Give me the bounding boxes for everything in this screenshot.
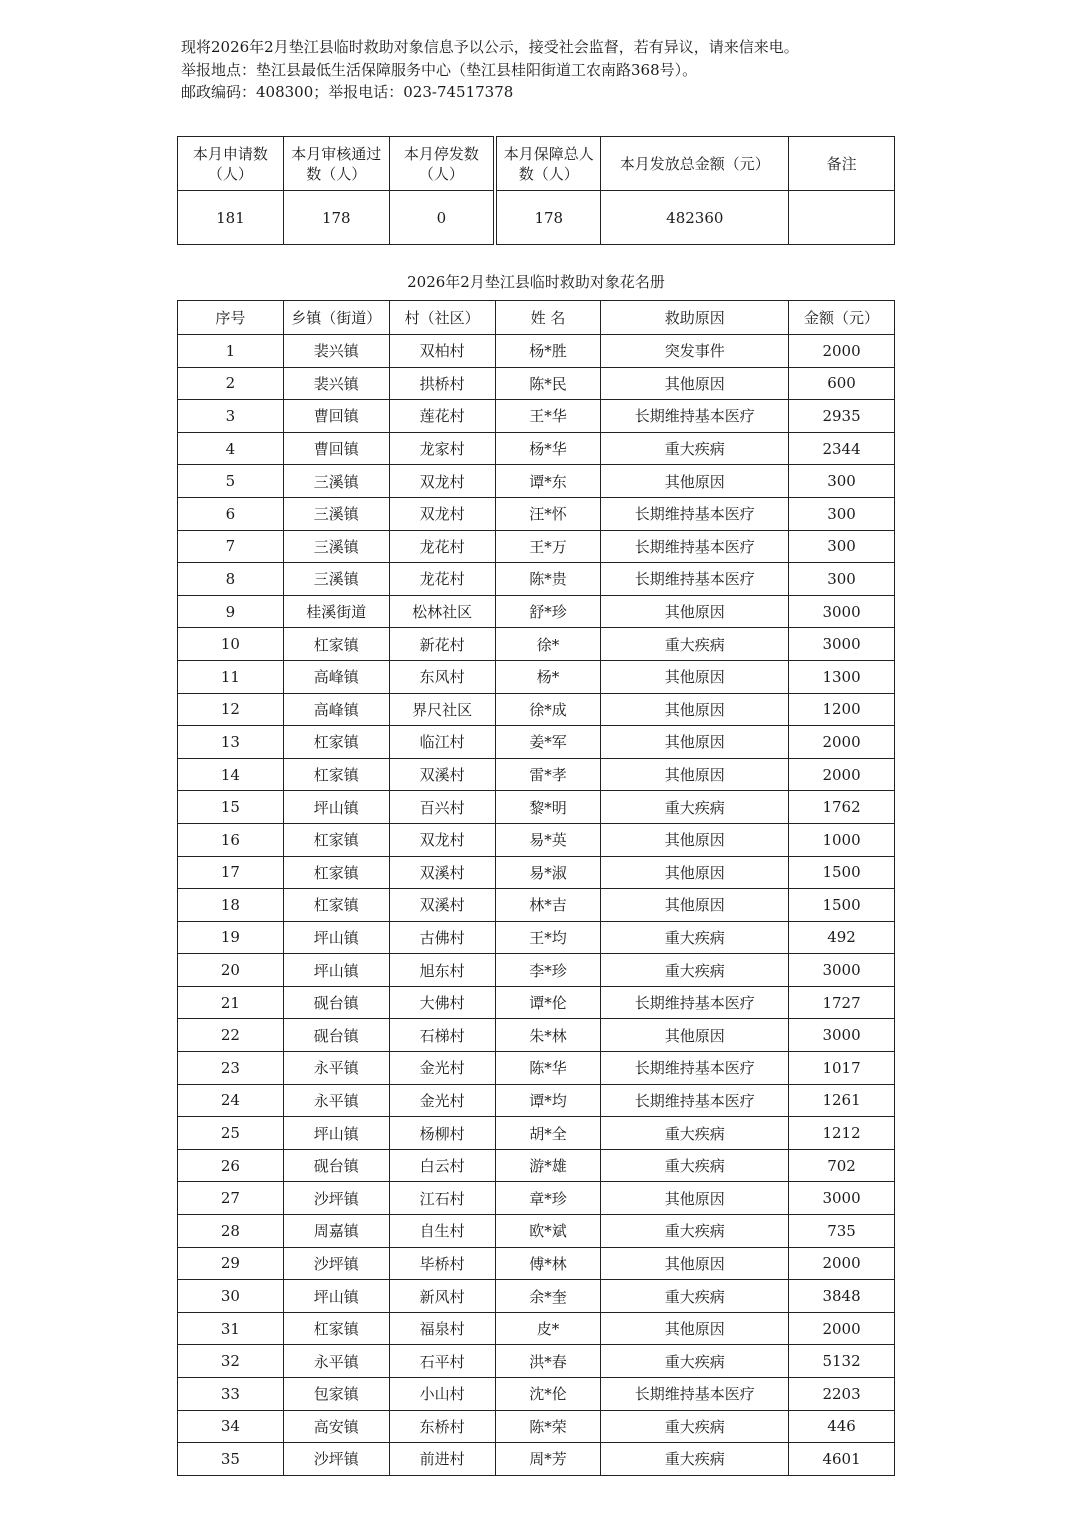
roster-header-cell: 救助原因 bbox=[601, 301, 789, 335]
table-cell: 446 bbox=[789, 1410, 895, 1443]
table-cell: 三溪镇 bbox=[283, 563, 389, 596]
table-cell: 其他原因 bbox=[601, 660, 789, 693]
table-cell: 1727 bbox=[789, 986, 895, 1019]
table-cell: 702 bbox=[789, 1149, 895, 1182]
table-cell: 2000 bbox=[789, 335, 895, 368]
table-cell: 长期维持基本医疗 bbox=[601, 400, 789, 433]
table-cell: 31 bbox=[178, 1312, 284, 1345]
table-cell: 重大疾病 bbox=[601, 954, 789, 987]
table-cell: 坪山镇 bbox=[283, 1280, 389, 1313]
table-cell: 长期维持基本医疗 bbox=[601, 563, 789, 596]
table-cell: 其他原因 bbox=[601, 758, 789, 791]
table-cell: 三溪镇 bbox=[283, 497, 389, 530]
table-cell: 永平镇 bbox=[283, 1052, 389, 1085]
table-row bbox=[178, 856, 895, 889]
table-cell: 石梯村 bbox=[389, 1019, 495, 1052]
table-cell: 沙坪镇 bbox=[283, 1443, 389, 1476]
table-cell: 6 bbox=[178, 497, 284, 530]
table-cell: 27 bbox=[178, 1182, 284, 1215]
summary-header-cell: 本月保障总人数（人） bbox=[495, 137, 601, 191]
table-cell: 3 bbox=[178, 400, 284, 433]
table-row bbox=[178, 367, 895, 400]
table-cell: 19 bbox=[178, 921, 284, 954]
notice-line-3: 邮政编码：408300；举报电话：023-74517378 bbox=[181, 83, 514, 101]
table-cell: 14 bbox=[178, 758, 284, 791]
table-cell: 江石村 bbox=[389, 1182, 495, 1215]
table-cell: 11 bbox=[178, 660, 284, 693]
table-cell: 3000 bbox=[789, 628, 895, 661]
table-cell: 游*雄 bbox=[495, 1149, 601, 1182]
table-row bbox=[178, 954, 895, 987]
table-cell: 王*万 bbox=[495, 530, 601, 563]
table-cell: 32 bbox=[178, 1345, 284, 1378]
table-cell: 重大疾病 bbox=[601, 1280, 789, 1313]
table-cell: 沙坪镇 bbox=[283, 1247, 389, 1280]
summary-header-cell: 本月申请数（人） bbox=[178, 137, 284, 191]
table-cell: 包家镇 bbox=[283, 1378, 389, 1411]
table-cell: 长期维持基本医疗 bbox=[601, 1084, 789, 1117]
table-cell: 8 bbox=[178, 563, 284, 596]
table-cell: 24 bbox=[178, 1084, 284, 1117]
roster-body bbox=[178, 335, 895, 1476]
table-cell: 章*珍 bbox=[495, 1182, 601, 1215]
table-cell: 傅*林 bbox=[495, 1247, 601, 1280]
table-cell: 重大疾病 bbox=[601, 1215, 789, 1248]
table-cell: 4 bbox=[178, 432, 284, 465]
table-cell: 裴兴镇 bbox=[283, 367, 389, 400]
table-cell: 杠家镇 bbox=[283, 758, 389, 791]
table-cell: 35 bbox=[178, 1443, 284, 1476]
table-cell: 易*淑 bbox=[495, 856, 601, 889]
table-row bbox=[178, 595, 895, 628]
table-cell: 3000 bbox=[789, 1182, 895, 1215]
table-cell: 莲花村 bbox=[389, 400, 495, 433]
summary-value-cell: 181 bbox=[178, 191, 284, 245]
table-cell: 其他原因 bbox=[601, 595, 789, 628]
table-cell: 杠家镇 bbox=[283, 856, 389, 889]
table-row bbox=[178, 986, 895, 1019]
table-cell: 东桥村 bbox=[389, 1410, 495, 1443]
table-cell: 永平镇 bbox=[283, 1345, 389, 1378]
table-cell: 陈*民 bbox=[495, 367, 601, 400]
table-cell: 其他原因 bbox=[601, 726, 789, 759]
table-cell: 1017 bbox=[789, 1052, 895, 1085]
table-cell: 2000 bbox=[789, 758, 895, 791]
table-cell: 1500 bbox=[789, 856, 895, 889]
table-cell: 重大疾病 bbox=[601, 1117, 789, 1150]
table-row bbox=[178, 660, 895, 693]
table-cell: 洪*春 bbox=[495, 1345, 601, 1378]
summary-header-cell: 本月审核通过数（人） bbox=[283, 137, 389, 191]
table-cell: 沙坪镇 bbox=[283, 1182, 389, 1215]
table-row bbox=[178, 1052, 895, 1085]
table-cell: 25 bbox=[178, 1117, 284, 1150]
table-cell: 23 bbox=[178, 1052, 284, 1085]
summary-header-cell: 备注 bbox=[789, 137, 895, 191]
table-cell: 谭*均 bbox=[495, 1084, 601, 1117]
table-cell: 石平村 bbox=[389, 1345, 495, 1378]
table-cell: 杠家镇 bbox=[283, 823, 389, 856]
table-cell: 其他原因 bbox=[601, 367, 789, 400]
table-cell: 重大疾病 bbox=[601, 921, 789, 954]
table-cell: 1000 bbox=[789, 823, 895, 856]
table-cell: 王*均 bbox=[495, 921, 601, 954]
table-cell: 2000 bbox=[789, 726, 895, 759]
table-cell: 坪山镇 bbox=[283, 954, 389, 987]
table-cell: 29 bbox=[178, 1247, 284, 1280]
table-cell: 杨*胜 bbox=[495, 335, 601, 368]
table-cell: 突发事件 bbox=[601, 335, 789, 368]
table-cell: 坪山镇 bbox=[283, 791, 389, 824]
table-cell: 徐*成 bbox=[495, 693, 601, 726]
table-cell: 龙花村 bbox=[389, 530, 495, 563]
summary-header-row bbox=[178, 137, 895, 191]
summary-value-cell: 178 bbox=[283, 191, 389, 245]
roster-header-cell: 村（社区） bbox=[389, 301, 495, 335]
table-cell: 双柏村 bbox=[389, 335, 495, 368]
table-cell: 7 bbox=[178, 530, 284, 563]
table-cell: 高安镇 bbox=[283, 1410, 389, 1443]
table-cell: 18 bbox=[178, 889, 284, 922]
summary-value-row bbox=[178, 191, 895, 245]
table-row bbox=[178, 465, 895, 498]
table-cell: 双龙村 bbox=[389, 497, 495, 530]
summary-header-cell: 本月停发数（人） bbox=[389, 137, 495, 191]
table-cell: 杨*华 bbox=[495, 432, 601, 465]
table-cell: 金光村 bbox=[389, 1084, 495, 1117]
table-cell: 1500 bbox=[789, 889, 895, 922]
table-cell: 杨* bbox=[495, 660, 601, 693]
table-cell: 重大疾病 bbox=[601, 628, 789, 661]
table-cell: 3000 bbox=[789, 954, 895, 987]
table-cell: 龙花村 bbox=[389, 563, 495, 596]
table-cell: 长期维持基本医疗 bbox=[601, 986, 789, 1019]
table-row bbox=[178, 530, 895, 563]
table-cell: 金光村 bbox=[389, 1052, 495, 1085]
table-cell: 余*奎 bbox=[495, 1280, 601, 1313]
table-row bbox=[178, 1084, 895, 1117]
table-cell: 前进村 bbox=[389, 1443, 495, 1476]
table-row bbox=[178, 1378, 895, 1411]
table-cell: 旭东村 bbox=[389, 954, 495, 987]
table-cell: 28 bbox=[178, 1215, 284, 1248]
table-cell: 20 bbox=[178, 954, 284, 987]
table-row bbox=[178, 791, 895, 824]
table-cell: 1261 bbox=[789, 1084, 895, 1117]
table-cell: 界尺社区 bbox=[389, 693, 495, 726]
table-cell: 2 bbox=[178, 367, 284, 400]
table-cell: 拱桥村 bbox=[389, 367, 495, 400]
roster-header-cell: 姓 名 bbox=[495, 301, 601, 335]
table-cell: 双龙村 bbox=[389, 465, 495, 498]
table-cell: 欧*斌 bbox=[495, 1215, 601, 1248]
table-cell: 龙家村 bbox=[389, 432, 495, 465]
table-cell: 朱*林 bbox=[495, 1019, 601, 1052]
table-cell: 5 bbox=[178, 465, 284, 498]
summary-value-cell: 482360 bbox=[601, 191, 789, 245]
table-cell: 重大疾病 bbox=[601, 1149, 789, 1182]
table-cell: 坪山镇 bbox=[283, 921, 389, 954]
table-cell: 杨柳村 bbox=[389, 1117, 495, 1150]
table-row bbox=[178, 1312, 895, 1345]
table-cell: 高峰镇 bbox=[283, 660, 389, 693]
table-cell: 17 bbox=[178, 856, 284, 889]
table-cell: 陈*贵 bbox=[495, 563, 601, 596]
table-cell: 古佛村 bbox=[389, 921, 495, 954]
table-row bbox=[178, 758, 895, 791]
table-cell: 雷*孝 bbox=[495, 758, 601, 791]
notice bbox=[181, 36, 941, 104]
table-cell: 百兴村 bbox=[389, 791, 495, 824]
table-cell: 300 bbox=[789, 465, 895, 498]
table-row bbox=[178, 432, 895, 465]
notice-line-1: 现将2026年2月垫江县临时救助对象信息予以公示，接受社会监督，若有异议，请来信来电。 bbox=[181, 38, 799, 56]
roster-title: 2026年2月垫江县临时救助对象花名册 bbox=[407, 273, 665, 291]
notice-line-2: 举报地点：垫江县最低生活保障服务中心（垫江县桂阳街道工农南路368号）。 bbox=[181, 60, 698, 79]
table-cell: 5132 bbox=[789, 1345, 895, 1378]
table-cell: 三溪镇 bbox=[283, 530, 389, 563]
summary-header-cell: 本月发放总金额（元） bbox=[601, 137, 789, 191]
table-row bbox=[178, 628, 895, 661]
table-cell: 其他原因 bbox=[601, 823, 789, 856]
table-cell: 陈*荣 bbox=[495, 1410, 601, 1443]
table-cell: 1200 bbox=[789, 693, 895, 726]
table-cell: 其他原因 bbox=[601, 465, 789, 498]
table-cell: 1762 bbox=[789, 791, 895, 824]
table-cell: 新风村 bbox=[389, 1280, 495, 1313]
table-row bbox=[178, 1410, 895, 1443]
table-cell: 陈*华 bbox=[495, 1052, 601, 1085]
table-cell: 姜*军 bbox=[495, 726, 601, 759]
table-cell: 林*吉 bbox=[495, 889, 601, 922]
table-cell: 1212 bbox=[789, 1117, 895, 1150]
table-row bbox=[178, 335, 895, 368]
table-row bbox=[178, 823, 895, 856]
table-cell: 东风村 bbox=[389, 660, 495, 693]
table-cell: 4601 bbox=[789, 1443, 895, 1476]
table-cell: 坪山镇 bbox=[283, 1117, 389, 1150]
table-cell: 21 bbox=[178, 986, 284, 1019]
table-cell: 谭*东 bbox=[495, 465, 601, 498]
table-cell: 自生村 bbox=[389, 1215, 495, 1248]
table-cell: 砚台镇 bbox=[283, 986, 389, 1019]
table-cell: 毕桥村 bbox=[389, 1247, 495, 1280]
table-cell: 其他原因 bbox=[601, 1019, 789, 1052]
table-row bbox=[178, 400, 895, 433]
table-cell: 33 bbox=[178, 1378, 284, 1411]
table-cell: 徐* bbox=[495, 628, 601, 661]
table-cell: 胡*全 bbox=[495, 1117, 601, 1150]
roster-table bbox=[177, 300, 895, 1476]
table-cell: 大佛村 bbox=[389, 986, 495, 1019]
table-cell: 重大疾病 bbox=[601, 432, 789, 465]
summary-table bbox=[177, 136, 895, 245]
table-cell: 李*珍 bbox=[495, 954, 601, 987]
table-cell: 其他原因 bbox=[601, 1247, 789, 1280]
table-cell: 其他原因 bbox=[601, 1182, 789, 1215]
table-row bbox=[178, 1215, 895, 1248]
table-cell: 双溪村 bbox=[389, 856, 495, 889]
table-cell: 其他原因 bbox=[601, 856, 789, 889]
table-row bbox=[178, 497, 895, 530]
table-cell: 三溪镇 bbox=[283, 465, 389, 498]
table-cell: 2935 bbox=[789, 400, 895, 433]
table-cell: 杠家镇 bbox=[283, 1312, 389, 1345]
table-row bbox=[178, 726, 895, 759]
table-cell: 重大疾病 bbox=[601, 1345, 789, 1378]
table-cell: 13 bbox=[178, 726, 284, 759]
table-cell: 1 bbox=[178, 335, 284, 368]
table-cell: 重大疾病 bbox=[601, 1410, 789, 1443]
table-cell: 735 bbox=[789, 1215, 895, 1248]
roster-header-cell: 金额（元） bbox=[789, 301, 895, 335]
summary-value-cell: 178 bbox=[495, 191, 601, 245]
table-row bbox=[178, 921, 895, 954]
table-row bbox=[178, 1443, 895, 1476]
table-cell: 汪*怀 bbox=[495, 497, 601, 530]
table-cell: 长期维持基本医疗 bbox=[601, 497, 789, 530]
table-cell: 杠家镇 bbox=[283, 726, 389, 759]
table-row bbox=[178, 889, 895, 922]
table-cell: 王*华 bbox=[495, 400, 601, 433]
roster-header-row bbox=[178, 301, 895, 335]
table-cell: 桂溪街道 bbox=[283, 595, 389, 628]
table-cell: 曹回镇 bbox=[283, 400, 389, 433]
table-cell: 双龙村 bbox=[389, 823, 495, 856]
table-cell: 12 bbox=[178, 693, 284, 726]
table-cell: 2344 bbox=[789, 432, 895, 465]
table-cell: 3848 bbox=[789, 1280, 895, 1313]
table-cell: 1300 bbox=[789, 660, 895, 693]
table-cell: 492 bbox=[789, 921, 895, 954]
table-cell: 易*英 bbox=[495, 823, 601, 856]
table-cell: 300 bbox=[789, 497, 895, 530]
table-cell: 新花村 bbox=[389, 628, 495, 661]
table-row bbox=[178, 1117, 895, 1150]
table-cell: 2000 bbox=[789, 1312, 895, 1345]
table-row bbox=[178, 1345, 895, 1378]
table-cell: 重大疾病 bbox=[601, 1443, 789, 1476]
table-cell: 双溪村 bbox=[389, 758, 495, 791]
table-cell: 22 bbox=[178, 1019, 284, 1052]
table-cell: 小山村 bbox=[389, 1378, 495, 1411]
table-cell: 沈*伦 bbox=[495, 1378, 601, 1411]
table-cell: 其他原因 bbox=[601, 889, 789, 922]
table-cell: 杠家镇 bbox=[283, 628, 389, 661]
table-cell: 舒*珍 bbox=[495, 595, 601, 628]
table-row bbox=[178, 1149, 895, 1182]
table-cell: 黎*明 bbox=[495, 791, 601, 824]
table-cell: 周*芳 bbox=[495, 1443, 601, 1476]
table-cell: 10 bbox=[178, 628, 284, 661]
table-cell: 长期维持基本医疗 bbox=[601, 530, 789, 563]
table-cell: 2000 bbox=[789, 1247, 895, 1280]
table-cell: 长期维持基本医疗 bbox=[601, 1052, 789, 1085]
table-cell: 周嘉镇 bbox=[283, 1215, 389, 1248]
table-cell: 砚台镇 bbox=[283, 1019, 389, 1052]
table-cell: 600 bbox=[789, 367, 895, 400]
table-cell: 皮* bbox=[495, 1312, 601, 1345]
table-cell: 重大疾病 bbox=[601, 791, 789, 824]
table-cell: 松林社区 bbox=[389, 595, 495, 628]
roster-header-cell: 乡镇（街道） bbox=[283, 301, 389, 335]
table-cell: 双溪村 bbox=[389, 889, 495, 922]
table-row bbox=[178, 1019, 895, 1052]
table-cell: 16 bbox=[178, 823, 284, 856]
table-row bbox=[178, 693, 895, 726]
table-cell: 谭*伦 bbox=[495, 986, 601, 1019]
roster-header-cell: 序号 bbox=[178, 301, 284, 335]
table-row bbox=[178, 1182, 895, 1215]
table-cell: 曹回镇 bbox=[283, 432, 389, 465]
table-row bbox=[178, 563, 895, 596]
table-cell: 长期维持基本医疗 bbox=[601, 1378, 789, 1411]
table-row bbox=[178, 1280, 895, 1313]
table-cell: 福泉村 bbox=[389, 1312, 495, 1345]
table-cell: 34 bbox=[178, 1410, 284, 1443]
summary-value-cell bbox=[789, 191, 895, 245]
table-cell: 永平镇 bbox=[283, 1084, 389, 1117]
table-cell: 高峰镇 bbox=[283, 693, 389, 726]
table-cell: 其他原因 bbox=[601, 693, 789, 726]
table-cell: 3000 bbox=[789, 595, 895, 628]
table-cell: 26 bbox=[178, 1149, 284, 1182]
table-cell: 2203 bbox=[789, 1378, 895, 1411]
table-cell: 300 bbox=[789, 530, 895, 563]
table-cell: 其他原因 bbox=[601, 1312, 789, 1345]
table-cell: 300 bbox=[789, 563, 895, 596]
table-cell: 白云村 bbox=[389, 1149, 495, 1182]
table-cell: 杠家镇 bbox=[283, 889, 389, 922]
table-cell: 临江村 bbox=[389, 726, 495, 759]
table-cell: 砚台镇 bbox=[283, 1149, 389, 1182]
table-cell: 9 bbox=[178, 595, 284, 628]
table-cell: 30 bbox=[178, 1280, 284, 1313]
table-cell: 裴兴镇 bbox=[283, 335, 389, 368]
summary-value-cell: 0 bbox=[389, 191, 495, 245]
table-cell: 15 bbox=[178, 791, 284, 824]
table-row bbox=[178, 1247, 895, 1280]
table-cell: 3000 bbox=[789, 1019, 895, 1052]
